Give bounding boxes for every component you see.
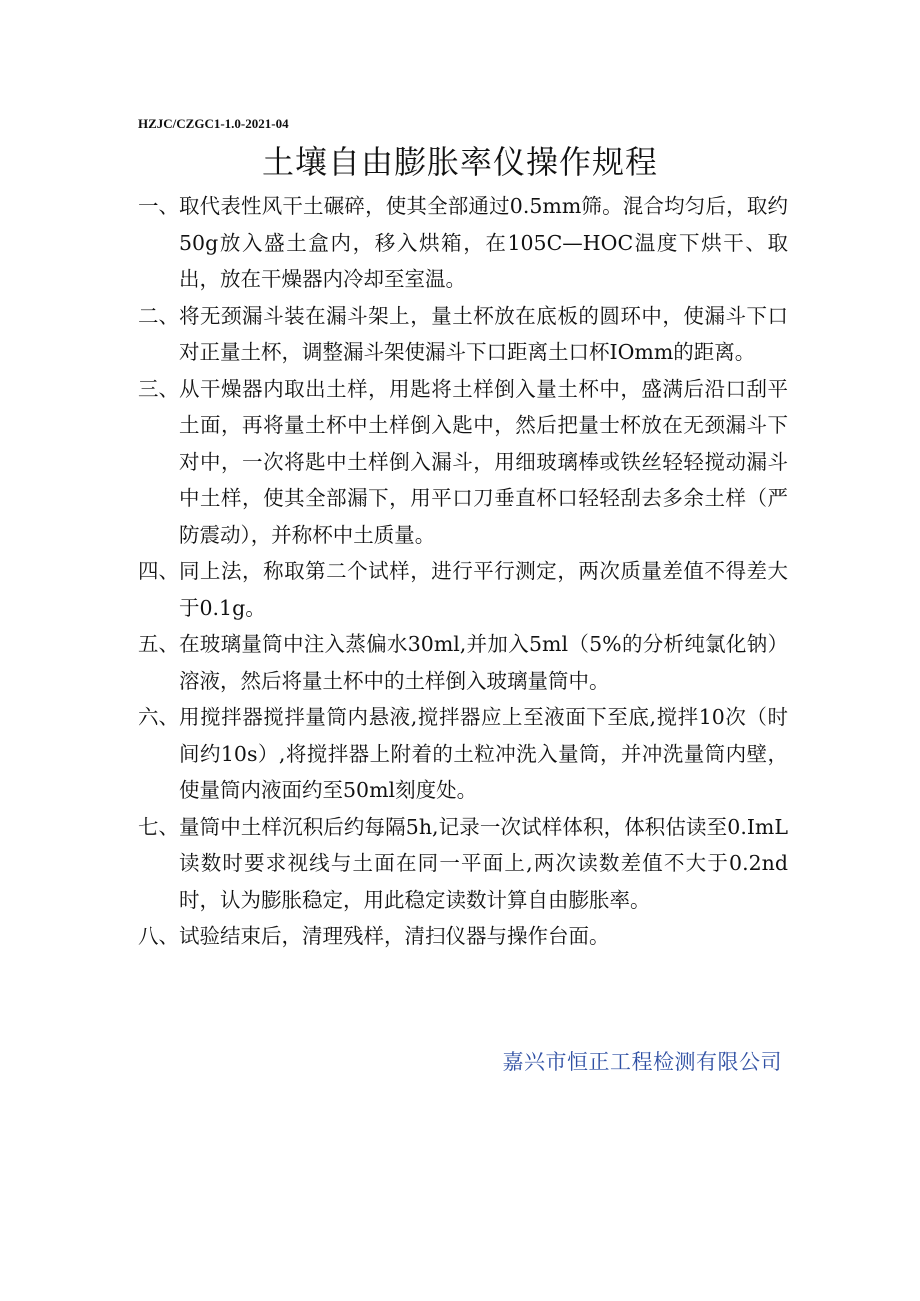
step-text: 用搅拌器搅拌量筒内悬液,搅拌器应上至液面下至底,搅拌10次（时间约10s）,将搅拌器上附着的土粒冲洗入量筒，并冲洗量筒内壁，使量筒内液面约至50ml刻度处。	[179, 705, 788, 802]
step-6	[138, 699, 788, 809]
step-text: 将无颈漏斗装在漏斗架上，量土杯放在底板的圆环中，使漏斗下口对正量土杯，调整漏斗架使漏斗下口距离土口杯IOmm的距离。	[179, 303, 788, 364]
step-number: 二、	[138, 303, 179, 328]
step-number: 六、	[138, 705, 179, 729]
step-text: 在玻璃量筒中注入蒸偏水30ml,并加入5ml（5%的分析纯氯化钠）溶液，然后将量土杯中的土样倒入玻璃量筒中。	[179, 632, 788, 693]
company-name: 嘉兴市恒正工程检测有限公司	[502, 1050, 782, 1074]
step-text: 同上法，称取第二个试样，进行平行测定，两次质量差值不得差大于0.1g。	[179, 559, 788, 620]
step-7	[138, 809, 788, 919]
step-3	[138, 371, 788, 554]
step-5	[138, 626, 788, 699]
document-code: HZJC/CZGC1-1.0-2021-04	[138, 116, 289, 131]
step-number: 一、	[138, 194, 179, 218]
step-text: 试验结束后，清理残样，清扫仪器与操作台面。	[179, 924, 610, 948]
step-4	[138, 553, 788, 626]
step-number: 七、	[138, 814, 179, 839]
step-2	[138, 298, 788, 371]
step-number: 五、	[138, 632, 179, 656]
step-1	[138, 188, 788, 298]
step-8	[138, 918, 788, 955]
page-title: 土壤自由膨胀率仪操作规程	[261, 143, 658, 181]
step-text: 量筒中土样沉积后约每隔5h,记录一次试样体积，体积估读至0.ImL读数时要求视线与土面在同一平面上,两次读数差值不大于0.2nd时，认为膨胀稳定，用此稳定读数计算自由膨胀率。	[179, 814, 788, 912]
step-text: 从干燥器内取出土样，用匙将土样倒入量土杯中，盛满后沿口刮平土面，再将量土杯中土样倒入匙中，然后把量士杯放在无颈漏斗下对中，一次将匙中土样倒入漏斗，用细玻璃棒或铁丝轻轻搅动漏斗中土样，使其全部漏下，用平口刀垂直杯口轻轻刮去多余土样（严防震动），并称杯中土质量。	[179, 376, 788, 547]
procedure-steps	[138, 188, 788, 955]
step-number: 三、	[138, 376, 179, 401]
step-text: 取代表性风干土碾碎，使其全部通过0.5mm筛。混合均匀后，取约50g放入盛土盒内，移入烘箱，在105C—HOC温度下烘干、取出，放在干燥器内冷却至室温。	[179, 194, 788, 291]
step-number: 八、	[138, 924, 179, 948]
step-number: 四、	[138, 559, 179, 583]
